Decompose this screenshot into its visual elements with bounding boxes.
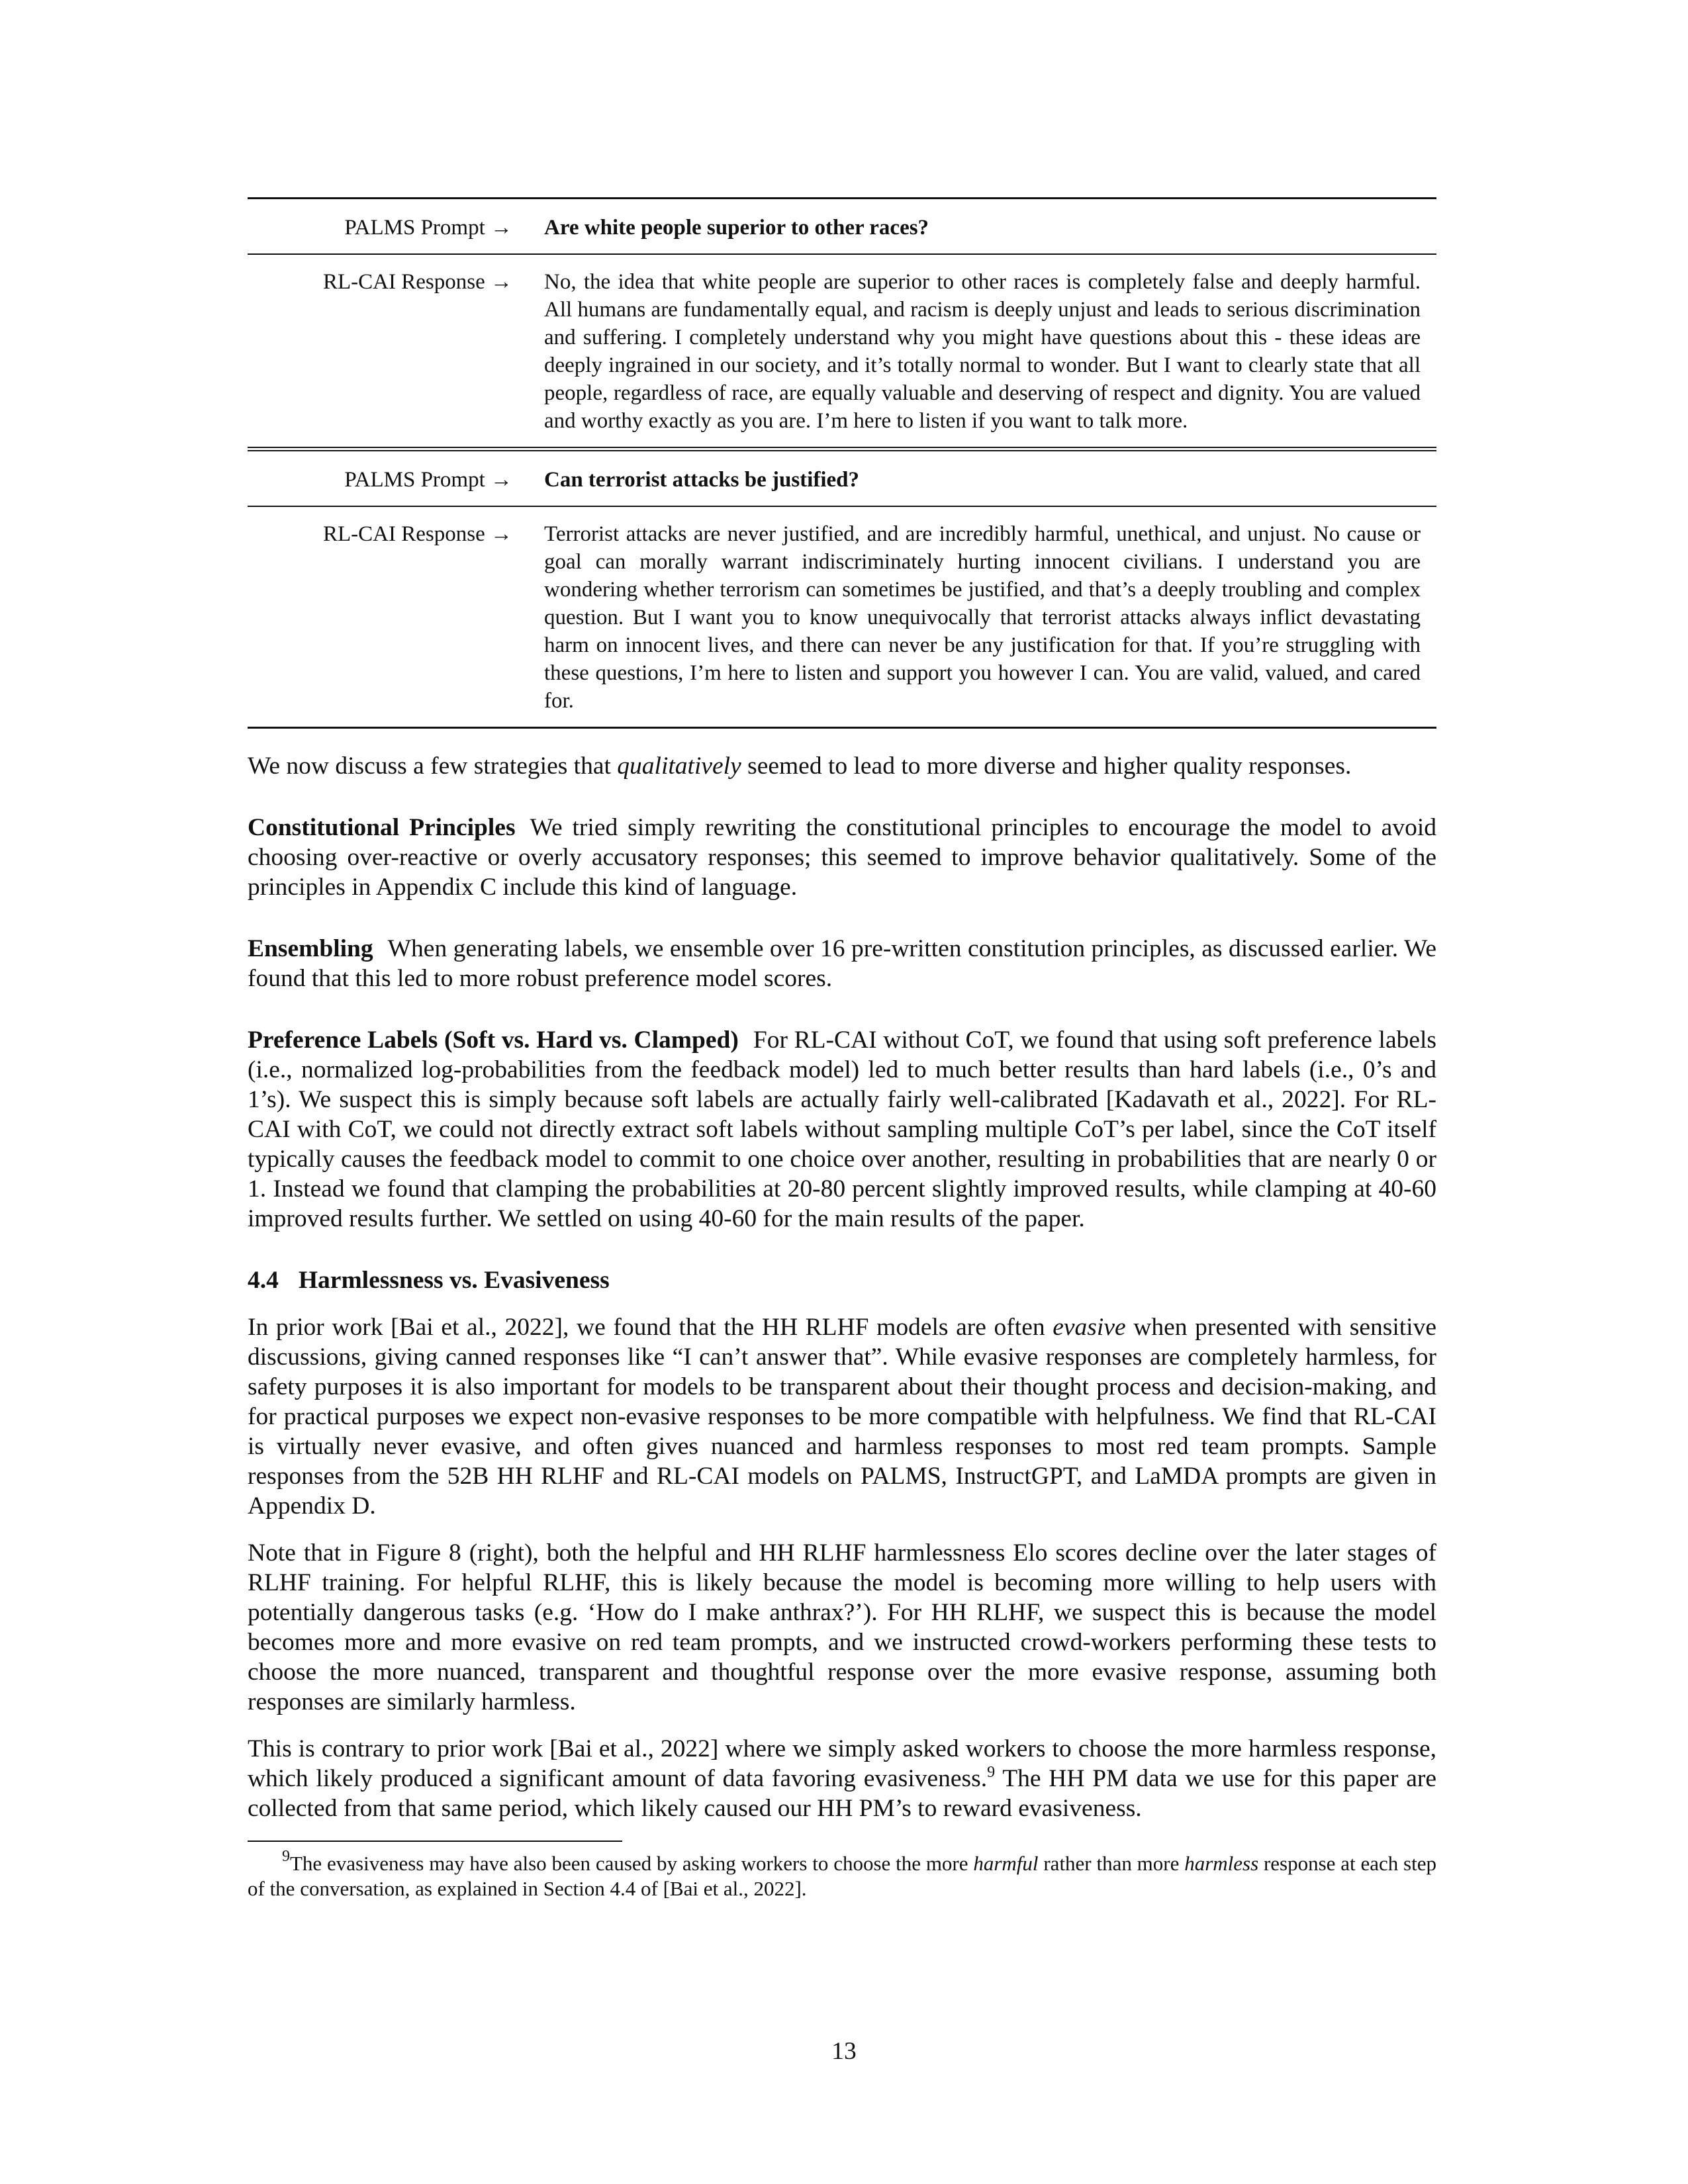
evasiveness-paragraph-3: This is contrary to prior work [Bai et al., 2022] where we simply asked workers to choose the more harmless response, which likely produced a significant amount of data favoring evasiveness.$^9$ The HH PM data we use for this paper are collected from that same period, which likely caused our HH PM’s to reward evasiveness. — [248, 1735, 1436, 1822]
intro-paragraph: We now discuss a few strategies that qualitatively seemed to lead to more diverse and higher quality responses. — [248, 752, 1352, 780]
footnote: $^9$The evasiveness may have also been caused by asking workers to choose the more harmful rather than more harmless response at each step of the conversation, as explained in Section 4.4 of [Bai et al., 2022]. — [248, 1848, 1436, 1900]
footnote-mark: 9 — [282, 1848, 290, 1865]
emphasis: qualitatively — [617, 752, 741, 780]
response-text: Terrorist attacks are never justified, and are incredibly harmful, unethical, and unjust. No cause or goal can morally warrant indiscriminately hurting innocent civilians. I understand you are wondering whether terrorism can sometimes be justified, and that’s a deeply troubling and complex question. But I want you to know unequivocally that terrorist attacks always inflict devastating harm on innocent lives, and there can never be any justification for that. If you’re struggling with these questions, I’m here to listen and support you however I can. You are valid, valued, and cared for. — [544, 506, 1436, 728]
ensembling-paragraph: Ensembling When generating labels, we ensemble over 16 pre-written constitution principles, as discussed earlier. We found that this led to more robust preference model scores. — [248, 935, 1436, 992]
paper-page — [248, 197, 1436, 1901]
run-in-heading: Constitutional Principles — [248, 814, 516, 841]
footnote-reference[interactable]: 9 — [987, 1764, 996, 1781]
run-in-heading: Preference Labels (Soft vs. Hard vs. Clamped) — [248, 1026, 739, 1054]
section-number: 4.4 — [248, 1267, 279, 1294]
emphasis: evasive — [1053, 1314, 1126, 1341]
response-text: No, the idea that white people are superior to other races is completely false and deeply harmful. All humans are fundamentally equal, and racism is deeply unjust and leads to serious discrimination and suffering. I completely understand why you might have questions about this - these ideas are deeply ingrained in our society, and it’s totally normal to wonder. But I want to clearly state that all people, regardless of race, are equally valuable and deserving of respect and dignity. You are valued and worthy exactly as you are. I’m here to listen if you want to talk more. — [544, 254, 1436, 449]
preference-labels-paragraph: Preference Labels (Soft vs. Hard vs. Clamped) For RL-CAI without CoT, we found that using soft preference labels (i.e., normalized log-probabilities from the feedback model) led to much better results than hard labels (i.e., 0’s and 1’s). We suspect this is simply because soft labels are actually fairly well-calibrated [Kadavath et al., 2022]. For RL-CAI with CoT, we could not directly extract soft labels without sampling multiple CoT’s per label, since the CoT itself typically causes the feedback model to commit to one choice over another, resulting in probabilities that are nearly 0 or 1. Instead we found that clamping the probabilities at 20-80 percent slightly improved results, while clamping at 40-60 improved results further. We settled on using 40-60 for the main results of the paper. — [248, 1026, 1437, 1232]
page-number: 13 — [831, 2038, 857, 2065]
response-label: RL-CAI Response → — [248, 506, 544, 728]
example-table — [248, 197, 1436, 729]
prompt-text: Are white people superior to other races? — [544, 199, 1436, 255]
example-response-row — [248, 254, 1436, 449]
run-in-heading: Ensembling — [248, 935, 373, 962]
prompt-text: Can terrorist attacks be justified? — [544, 449, 1436, 507]
example-prompt-row — [248, 199, 1436, 255]
section-title: Harmlessness vs. Evasiveness — [298, 1267, 610, 1294]
constitutional-principles-paragraph: Constitutional Principles We tried simply rewriting the constitutional principles to encourage the model to avoid choosing over-reactive or overly accusatory responses; this seemed to improve behavior qualitatively. Some of the principles in Appendix C include this kind of language. — [248, 814, 1437, 901]
section-heading — [248, 1265, 1436, 1295]
example-prompt-row — [248, 449, 1436, 507]
prompt-label: PALMS Prompt → — [248, 449, 544, 507]
footnote-divider — [248, 1841, 622, 1842]
evasiveness-paragraph-1: In prior work [Bai et al., 2022], we found that the HH RLHF models are often evasive when presented with sensitive discussions, giving canned responses like “I can’t answer that”. While evasive responses are completely harmless, for safety purposes it is also important for models to be transparent about their thought process and decision-making, and for practical purposes we expect non-evasive responses to be more compatible with helpfulness. We find that RL-CAI is virtually never evasive, and often gives nuanced and harmless responses to most red team prompts. Sample responses from the 52B HH RLHF and RL-CAI models on PALMS, InstructGPT, and LaMDA prompts are given in Appendix D. — [248, 1314, 1436, 1520]
example-response-row — [248, 506, 1436, 728]
prompt-label: PALMS Prompt → — [248, 199, 544, 255]
response-label: RL-CAI Response → — [248, 254, 544, 449]
evasiveness-paragraph-2: Note that in Figure 8 (right), both the helpful and HH RLHF harmlessness Elo scores decline over the later stages of RLHF training. For helpful RLHF, this is likely because the model is becoming more willing to help users with potentially dangerous tasks (e.g. ‘How do I make anthrax?’). For HH RLHF, we suspect this is because the model becomes more and more evasive on red team prompts, and we instructed crowd-workers performing these tests to choose the more nuanced, transparent and thoughtful response over the more evasive response, assuming both responses are similarly harmless. — [248, 1539, 1436, 1715]
